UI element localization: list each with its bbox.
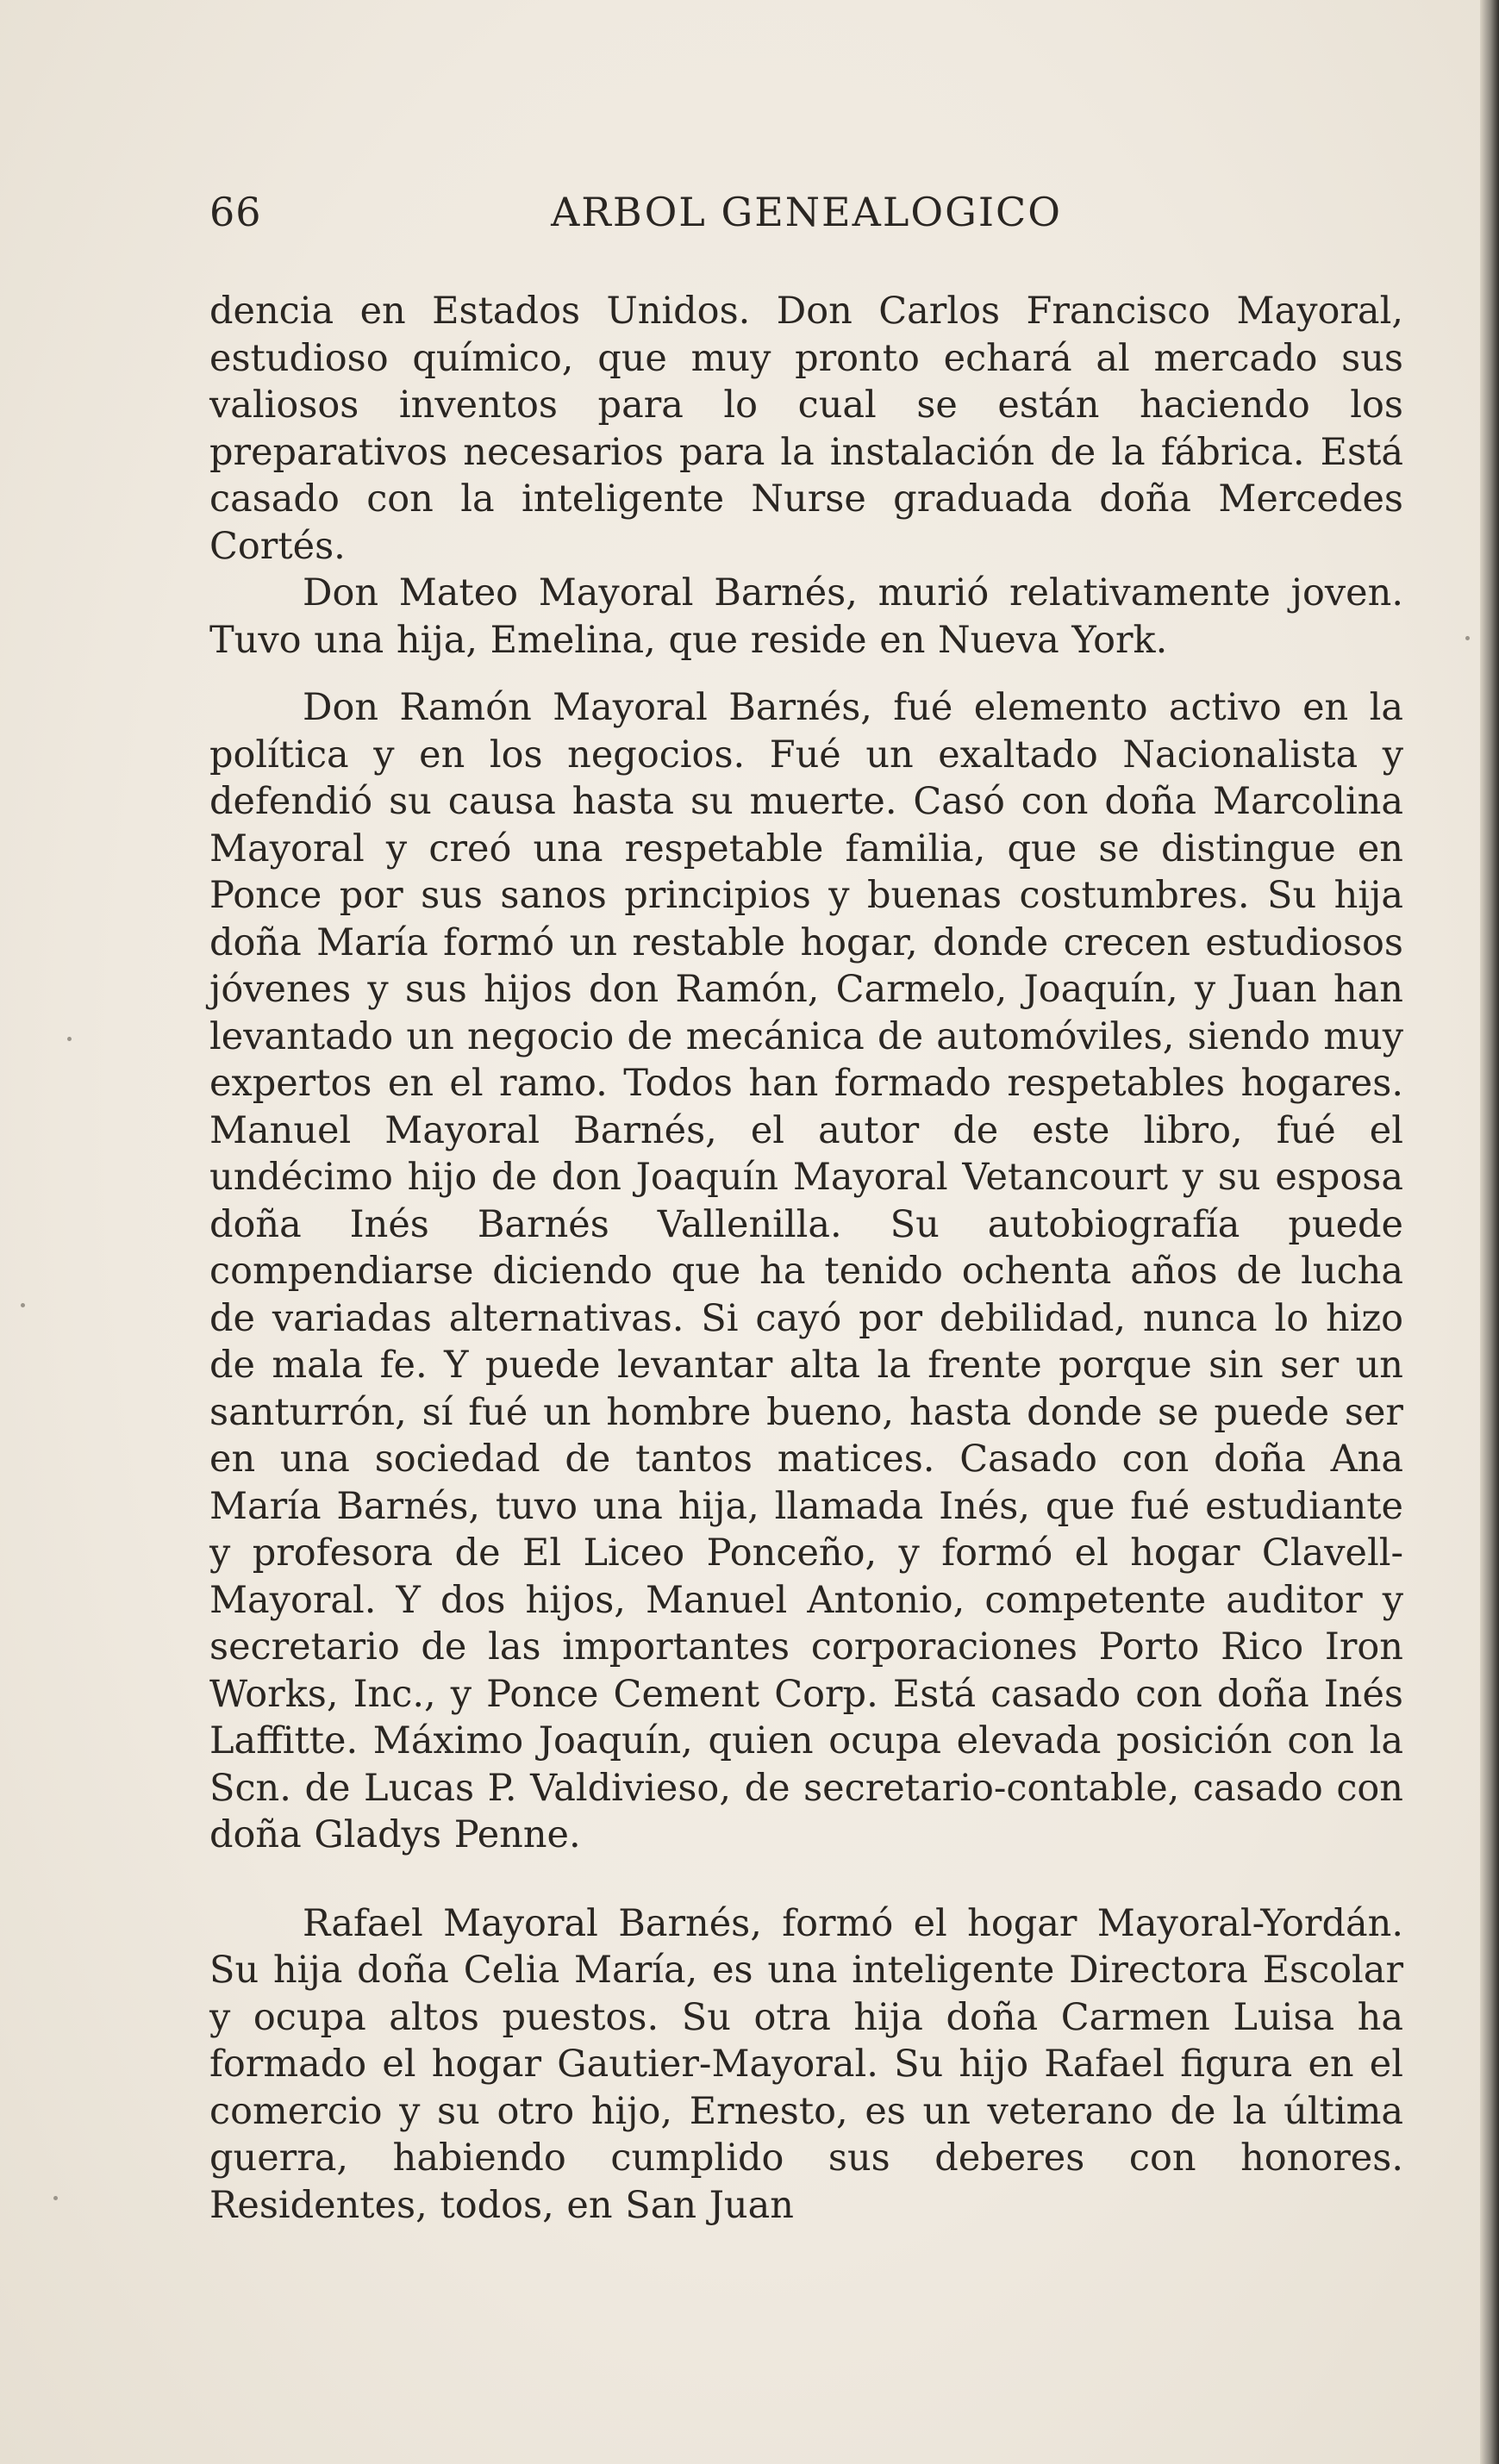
running-head: ARBOL GENEALOGICO	[551, 189, 1062, 235]
paragraph-carlos: dencia en Estados Unidos. Don Carlos Francisco Mayoral, estudioso químico, que muy pronto echará al mercado sus valiosos inventos para lo cual se están haciendo los preparativos necesarios para la instalación de la fábrica. Está casado con la inteligente Nurse graduada doña Mercedes Cortés.	[209, 290, 1403, 568]
page-edge-shadow	[1480, 0, 1499, 2464]
paper-speck	[53, 2196, 58, 2200]
paper-speck	[67, 1037, 72, 1041]
body-text	[209, 288, 1403, 2229]
paragraph-mateo: Don Mateo Mayoral Barnés, murió relativamente joven. Tuvo una hija, Emelina, que reside en Nueva York.	[209, 571, 1403, 662]
paragraph-rafael: Rafael Mayoral Barnés, formó el hogar Mayoral-Yordán. Su hija doña Celia María, es una inteligente Directora Escolar y ocupa altos puestos. Su otra hija doña Carmen Luisa ha formado el hogar Gautier-Mayoral. Su hijo Rafael figura en el comercio y su otro hijo, Ernesto, es un veterano de la última guerra, habiendo cumplido sus deberes con honores. Residentes, todos, en San Juan	[209, 1901, 1403, 2227]
paragraph-ramon: Don Ramón Mayoral Barnés, fué elemento activo en la política y en los negocios. Fué un exaltado Nacionalista y defendió su causa hasta su muerte. Casó con doña Marcolina Mayoral y creó una respetable familia, que se distingue en Ponce por sus sanos principios y buenas costumbres. Su hija doña María formó un restable hogar, donde crecen estudiosos jóvenes y sus hijos don Ramón, Carmelo, Joaquín, y Juan han levantado un negocio de mecánica de automóviles, siendo muy expertos en el ramo. Todos han formado respetables hogares. Manuel Mayoral Barnés, el autor de este libro, fué el undécimo hijo de don Joaquín Mayoral Vetancourt y su esposa doña Inés Barnés Vallenilla. Su autobiografía puede compendiarse diciendo que ha tenido ochenta años de lucha de variadas alternativas. Si cayó por debilidad, nunca lo hizo de mala fe. Y puede levantar alta la frente porque sin ser un santurrón, sí fué un hombre bueno, hasta donde se puede ser en una sociedad de tantos matices. Casado con doña Ana María Barnés, tuvo una hija, llamada Inés, que fué estudiante y profesora de El Liceo Ponceño, y formó el hogar Clavell-Mayoral. Y dos hijos, Manuel Antonio, competente auditor y secretario de las importantes corporaciones Porto Rico Iron Works, Inc., y Ponce Cement Corp. Está casado con doña Inés Laffitte. Máximo Joaquín, quien ocupa elevada posición con la Scn. de Lucas P. Valdivieso, de secretario-contable, casado con doña Gladys Penne.	[209, 686, 1403, 1856]
paper-speck	[21, 1303, 25, 1307]
page-number: 66	[209, 189, 262, 235]
page-header	[209, 186, 1403, 238]
paper-speck	[1465, 636, 1470, 640]
